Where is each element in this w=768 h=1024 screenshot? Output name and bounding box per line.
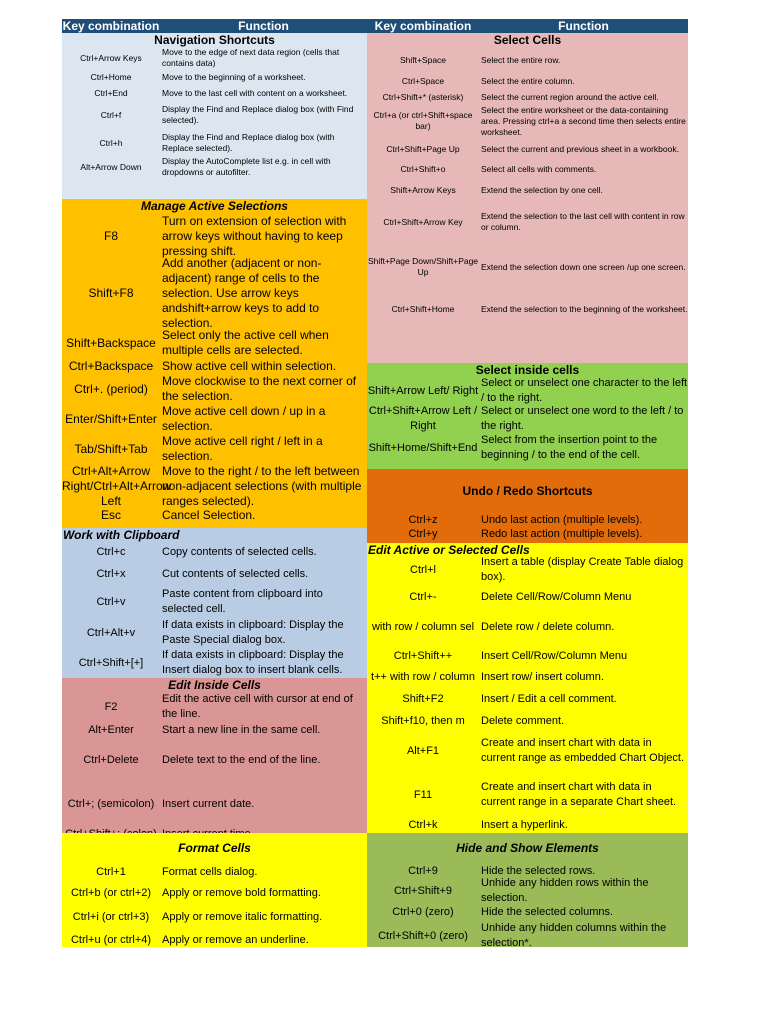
shortcut-key: Ctrl+Shift+9 [393,884,453,897]
shortcut-row [367,377,688,405]
section-title: Select Cells [493,33,562,47]
shortcut-row [367,241,688,293]
shortcut-function: Apply or remove bold formatting. [162,886,321,899]
shortcut-row [367,903,688,921]
shortcut-function: Move active cell down / up in a selection. [162,404,326,433]
shortcut-row [62,863,367,881]
shortcut-key: Alt+F1 [406,744,440,757]
shortcut-row [367,669,688,685]
shortcut-key: Ctrl+Shift+0 (zero) [378,929,468,942]
shortcut-function: Select only the active cell when multiple cells are selected. [162,328,329,357]
shortcut-row [62,85,367,101]
shortcut-row [367,817,688,833]
shortcut-function: Unhide any hidden rows within the selection. [481,877,649,904]
shortcut-key: F8 [103,228,118,243]
shortcut-row [62,129,367,157]
shortcut-key: Ctrl+- [409,590,437,603]
shortcut-function: Display the AutoComplete list e.g. in cell with dropdowns or autofilter. [162,156,331,177]
shortcut-row [367,557,688,583]
shortcut-function: Extend the selection down one screen /up one screen. [481,261,686,272]
shortcut-row [367,713,688,729]
shortcut-function: Extend the selection to the last cell with content in row or column. [481,211,685,232]
shortcut-row [62,358,367,374]
shortcut-key: Shift+Page Down/Shift+Page Up [367,256,479,277]
shortcut-function: Select the entire row. [481,54,561,65]
shortcut-function: Apply or remove an underline. [162,933,309,946]
section-format-cells [62,833,367,947]
shortcut-key: Ctrl+Arrow Keys [80,52,142,63]
shortcut-function: Delete comment. [481,714,565,727]
shortcut-key: Ctrl+u (or ctrl+4) [70,933,152,946]
shortcut-key: Ctrl+Shift+[+] [78,656,144,669]
shortcut-row [62,738,367,782]
shortcut-function: Turn on extension of selection with arrow keys without having to keep pressing shift. [162,213,347,258]
header-key-left: Key combination [62,19,160,33]
shortcut-key: Ctrl+. (period) [74,381,148,396]
shortcut-function: Delete row / delete column. [481,620,615,633]
shortcut-key: Ctrl+Backspace [68,358,154,373]
shortcut-key: Ctrl+b (or ctrl+2) [70,886,152,899]
shortcut-key: Ctrl+Shift++ [393,649,453,662]
shortcut-function: Delete Cell/Row/Column Menu [481,590,632,603]
shortcut-key: Shift+Backspace [66,335,156,350]
shortcut-key: Ctrl+Delete [83,753,139,766]
shortcut-row [62,782,367,827]
shortcut-row [367,513,688,527]
shortcut-row [367,879,688,903]
shortcut-row [367,293,688,325]
shortcut-key: Tab/Shift+Tab [74,441,148,456]
shortcut-row [62,464,367,508]
shortcut-key: Ctrl+Space [401,75,445,86]
shortcut-row [367,47,688,73]
shortcut-row [62,648,367,678]
shortcut-row [367,611,688,643]
section-hide-show [367,833,688,947]
shortcut-key: Ctrl+Shift+Arrow Key [383,216,463,227]
shortcut-function: Copy contents of selected cells. [162,545,317,558]
shortcut-function: Move to the right / to the left between non-adjacent selections (with multiple ranges selected). [162,463,362,508]
shortcut-key: Ctrl+a (or ctrl+Shift+space bar) [373,110,473,131]
shortcut-function: Extend the selection to the beginning of the worksheet. [481,303,688,314]
shortcut-function: Redo last action (multiple levels). [481,527,643,540]
shortcut-key: Ctrl+Alt+Arrow Right/Ctrl+Alt+Arrow Left [62,463,172,508]
section-clipboard [62,528,367,678]
section-title: Manage Active Selections [141,199,288,213]
shortcut-row [367,137,688,161]
shortcut-key: Ctrl+l [410,563,436,576]
shortcut-row [62,905,367,929]
shortcut-key: Ctrl+9 [408,864,438,877]
shortcut-function: Select from the insertion point to the beginning / to the end of the cell. [481,434,658,461]
shortcut-function: Insert a table (display Create Table dialog box). [481,556,684,583]
shortcut-function: Create and insert chart with data in current range in a separate Chart sheet. [481,781,677,808]
section-title: Edit Inside Cells [168,678,261,692]
shortcut-row [367,729,688,773]
shortcut-key: Ctrl+c [96,545,126,558]
shortcut-key: Ctrl+Shift+Home [391,303,455,314]
shortcut-row [62,404,367,434]
shortcut-function: Select all cells with comments. [481,163,597,174]
shortcut-function: Paste content from clipboard into selected cell. [162,588,323,615]
shortcut-row [62,69,367,85]
shortcut-row [62,508,367,522]
shortcut-function: Move to the beginning of a worksheet. [162,71,306,82]
shortcut-row [367,583,688,611]
shortcut-row [62,256,367,330]
shortcut-row [62,47,367,69]
shortcut-row [62,881,367,905]
shortcut-key: Ctrl+End [94,87,128,98]
shortcut-function: If data exists in clipboard: Display the Paste Special dialog box. [162,619,344,646]
shortcut-function: Edit the active cell with cursor at end of the line. [162,693,353,720]
shortcut-key: Shift+Arrow Keys [390,184,456,195]
shortcut-function: Display the Find and Replace dialog box (with Find selected). [162,104,354,125]
section-title: Navigation Shortcuts [154,33,275,47]
shortcut-row [62,157,367,177]
shortcut-function: Apply or remove italic formatting. [162,910,323,923]
shortcut-row [367,643,688,669]
shortcut-key: Enter/Shift+Enter [65,411,157,426]
section-edit-active-cells [367,543,688,833]
shortcut-key: Shift+Arrow Left/ Right [367,384,479,397]
shortcut-function: Select the entire worksheet or the data-containing area. Pressing ctrl+a a second time then selects entire worksheet. [481,104,686,137]
section-title: Select inside cells [475,363,580,377]
shortcut-key: Ctrl+i (or ctrl+3) [72,910,150,923]
shortcut-key: Ctrl+Shift+* (asterisk) [382,91,464,102]
shortcut-row [62,101,367,129]
shortcut-function: Select the current and previous sheet in a workbook. [481,143,679,154]
shortcut-function: Select or unselect one word to the left / to the right. [481,405,684,432]
shortcut-row [367,203,688,241]
section-select-inside-cells [367,363,688,469]
shortcut-key: Ctrl+z [408,513,438,526]
shortcut-function: Select the current region around the active cell. [481,91,659,102]
shortcut-row [62,562,367,586]
shortcut-key: F11 [413,788,433,801]
shortcut-function: Insert Cell/Row/Column Menu [481,649,628,662]
shortcut-row [62,374,367,404]
shortcut-function: Display the Find and Replace dialog box (with Replace selected). [162,132,335,153]
shortcut-key: Ctrl+Shift+Arrow Left / Right [368,405,478,432]
shortcut-key: Ctrl+Alt+v [86,626,136,639]
shortcut-function: Add another (adjacent or non-adjacent) range of cells to the selection. Use arrow keys andshift+arrow keys to add to selection. [162,256,322,330]
shortcut-key: Alt+Arrow Down [80,161,142,172]
shortcut-key: Ctrl+Home [90,71,132,82]
section-navigation [62,33,367,199]
shortcut-key: Alt+Enter [88,723,134,736]
shortcut-key: Shift+F8 [88,286,134,300]
shortcut-function: Cancel Selection. [162,507,256,522]
shortcut-key: F2 [104,700,118,713]
shortcut-key: Ctrl+v [96,595,126,608]
shortcut-function: Undo last action (multiple levels). [481,513,643,526]
shortcut-key: Ctrl+h [99,137,123,148]
shortcut-key: Ctrl+0 (zero) [392,905,454,918]
left-column [62,33,367,947]
shortcut-sheet [62,19,688,947]
shortcut-function: Move clockwise to the next corner of the selection. [162,374,357,403]
shortcut-function: Move to the edge of next data region (cells that contains data) [162,47,340,68]
shortcut-function: Select or unselect one character to the left / to the right. [481,377,688,404]
shortcut-function: Delete text to the end of the line. [162,753,321,766]
shortcut-key: Ctrl+k [408,818,438,831]
section-edit-inside-cells [62,678,367,833]
shortcut-row [62,542,367,562]
shortcut-row [367,89,688,105]
shortcut-function: If data exists in clipboard: Display the Insert dialog box to insert blank cells. [162,649,344,676]
section-title: Format Cells [178,841,251,855]
shortcut-row [367,105,688,137]
header-key-right: Key combination [374,19,472,33]
shortcut-row [62,692,367,722]
shortcut-function: Create and insert chart with data in current range as embedded Chart Object. [481,737,685,764]
shortcut-key: t++ with row / column [371,670,475,683]
shortcut-row [367,161,688,177]
shortcut-row [367,433,688,463]
section-manage-selections [62,199,367,528]
shortcut-row [62,586,367,618]
shortcut-function: Move to the last cell with content on a worksheet. [162,87,348,98]
section-select-cells [367,33,688,363]
shortcut-row [367,527,688,541]
shortcut-row [367,921,688,951]
shortcut-key: Shift+Space [399,54,447,65]
shortcut-row [62,722,367,738]
shortcut-key: Ctrl+x [96,567,126,580]
shortcut-function: Hide the selected rows. [481,864,596,877]
shortcut-key: Shift+Home/Shift+End [368,441,478,454]
shortcut-key: with row / column sel [371,620,475,633]
shortcut-key: Shift+F2 [402,692,444,705]
shortcut-key: Ctrl+; (semicolon) [67,798,155,810]
right-column [367,33,688,947]
shortcut-key: Esc [100,507,121,522]
shortcut-row [62,213,367,259]
shortcut-key: Ctrl+y [408,527,438,540]
shortcut-function: Hide the selected columns. [481,905,614,918]
shortcut-function: Cut contents of selected cells. [162,567,309,580]
shortcut-function: Format cells dialog. [162,865,258,878]
shortcut-function: Unhide any hidden columns within the selection*. [481,922,667,949]
shortcut-function: Start a new line in the same cell. [162,723,321,736]
shortcut-row [367,177,688,203]
header-function-left: Function [238,19,289,33]
section-title: Hide and Show Elements [456,841,599,855]
shortcut-row [367,773,688,817]
shortcut-row [367,73,688,89]
shortcut-key: Ctrl+f [100,109,122,120]
shortcut-key: Ctrl+Shift+o [400,163,446,174]
shortcut-row [62,618,367,648]
shortcut-key: Ctrl+1 [96,865,126,878]
shortcut-function: Select the entire column. [481,75,575,86]
shortcut-row [367,685,688,713]
shortcut-function: Move active cell right / left in a selection. [162,434,323,463]
shortcut-function: Insert current date. [162,798,255,810]
shortcut-function: Insert row/ insert column. [481,670,604,683]
shortcut-key: Ctrl+Shift+Page Up [386,143,460,154]
shortcut-row [62,328,367,358]
shortcut-row [62,929,367,951]
header-function-right: Function [558,19,609,33]
shortcut-row [367,405,688,433]
shortcut-function: Insert a hyperlink. [481,818,568,831]
section-title: Work with Clipboard [63,528,180,542]
section-undo-redo [367,469,688,543]
shortcut-key: Shift+f10, then m [381,714,465,727]
section-title: Edit Active or Selected Cells [368,543,530,557]
header-row [62,19,688,33]
shortcut-function: Insert / Edit a cell comment. [481,692,617,705]
shortcut-function: Show active cell within selection. [162,358,337,373]
section-title: Undo / Redo Shortcuts [462,484,593,498]
shortcut-function: Extend the selection by one cell. [481,184,603,195]
shortcut-row [62,434,367,464]
